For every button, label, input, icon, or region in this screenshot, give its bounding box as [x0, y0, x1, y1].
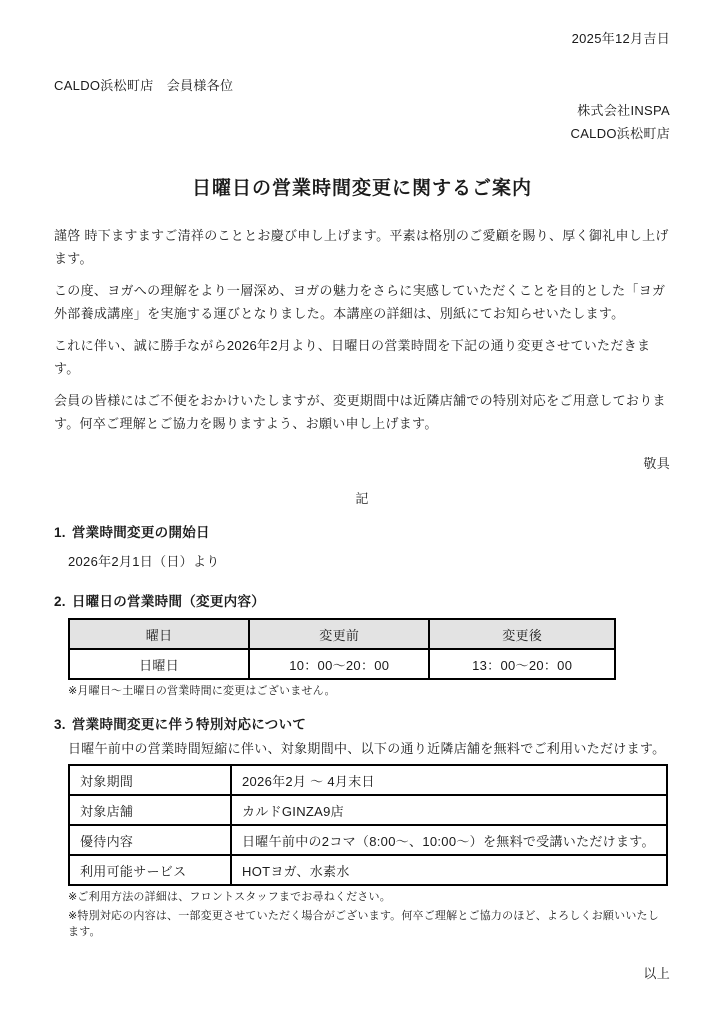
section-number: 1.: [54, 525, 66, 540]
cell-hours-after: 13：00～20：00: [429, 649, 615, 679]
letter-date: 2025年12月吉日: [571, 31, 670, 46]
paragraph-change-notice: これに伴い、誠に勝手ながら2026年2月より、日曜日の営業時間を下記の通り変更させていただきます。: [54, 338, 651, 376]
offer-value-store: カルドGINZA9店: [231, 795, 667, 825]
sender-company: 株式会社INSPA: [577, 103, 670, 118]
end-marker: 以上: [643, 966, 670, 981]
cell-hours-before: 10：00～20：00: [249, 649, 429, 679]
cell-day: 日曜日: [69, 649, 249, 679]
letter-body: [54, 224, 670, 435]
section-heading: [54, 521, 670, 544]
section-sunday-hours: [54, 590, 670, 699]
paragraph-apology: 会員の皆様にはご不便をおかけいたしますが、変更期間中は近隣店舗での特別対応をご用意しております。何卒ご理解とご協力を賜りますよう、お願い申し上げます。: [54, 393, 666, 431]
table-row: [69, 795, 667, 825]
special-offer-table: [68, 764, 668, 886]
table-row: [69, 765, 667, 795]
offer-table-note-changes: ※特別対応の内容は、一部変更させていただく場合がございます。何卒ご理解とご協力のほど、よろしくお願いいたします。: [68, 910, 659, 938]
header-day: 曜日: [69, 619, 249, 649]
table-row: [69, 825, 667, 855]
table-row: [69, 649, 615, 679]
section-start-date: [54, 521, 670, 573]
header-before: 変更前: [249, 619, 429, 649]
sender-block: [54, 99, 670, 145]
section-number: 2.: [54, 594, 66, 609]
special-support-intro: 日曜午前中の営業時間短縮に伴い、対象期間中、以下の通り近隣店舗を無料でご利用いただけます。: [68, 741, 666, 756]
start-date-value: 2026年2月1日（日）より: [68, 554, 220, 569]
section-heading-text: 営業時間変更の開始日: [71, 525, 210, 540]
table-header-row: [69, 619, 615, 649]
table-row: [69, 855, 667, 885]
offer-label-store: 対象店舗: [69, 795, 231, 825]
offer-value-benefit: 日曜午前中の2コマ（8:00～、10:00～）を無料で受講いただけます。: [231, 825, 667, 855]
offer-value-period: 2026年2月 ～ 4月末日: [231, 765, 667, 795]
section-heading: [54, 713, 670, 736]
record-marker: 記: [355, 491, 369, 506]
closing-keigu: 敬具: [643, 456, 670, 471]
section-heading-text: 営業時間変更に伴う特別対応について: [71, 717, 307, 732]
section-heading: [54, 590, 670, 613]
offer-label-period: 対象期間: [69, 765, 231, 795]
sender-store: CALDO浜松町店: [570, 126, 670, 141]
section-number: 3.: [54, 717, 66, 732]
offer-label-services: 利用可能サービス: [69, 855, 231, 885]
offer-table-note-usage: ※ご利用方法の詳細は、フロントスタッフまでお尋ねください。: [68, 891, 391, 903]
hours-change-table: [68, 618, 616, 680]
section-special-support: [54, 713, 670, 940]
recipient: CALDO浜松町店 会員様各位: [54, 78, 234, 93]
offer-value-services: HOTヨガ、水素水: [231, 855, 667, 885]
paragraph-purpose: この度、ヨガへの理解をより一層深め、ヨガの魅力をさらに実感していただくことを目的とした「ヨガ外部養成講座」を実施する運びとなりました。本講座の詳細は、別紙にてお知らせいたします。: [54, 283, 666, 321]
page-title: 日曜日の営業時間変更に関するご案内: [191, 178, 532, 199]
hours-table-note: ※月曜日～土曜日の営業時間に変更はございません。: [68, 685, 336, 697]
offer-label-benefit: 優待内容: [69, 825, 231, 855]
paragraph-greeting: 謹啓 時下ますますご清祥のこととお慶び申し上げます。平素は格別のご愛顧を賜り、厚く御礼申し上げます。: [54, 228, 669, 266]
header-after: 変更後: [429, 619, 615, 649]
section-heading-text: 日曜日の営業時間（変更内容）: [71, 594, 266, 609]
